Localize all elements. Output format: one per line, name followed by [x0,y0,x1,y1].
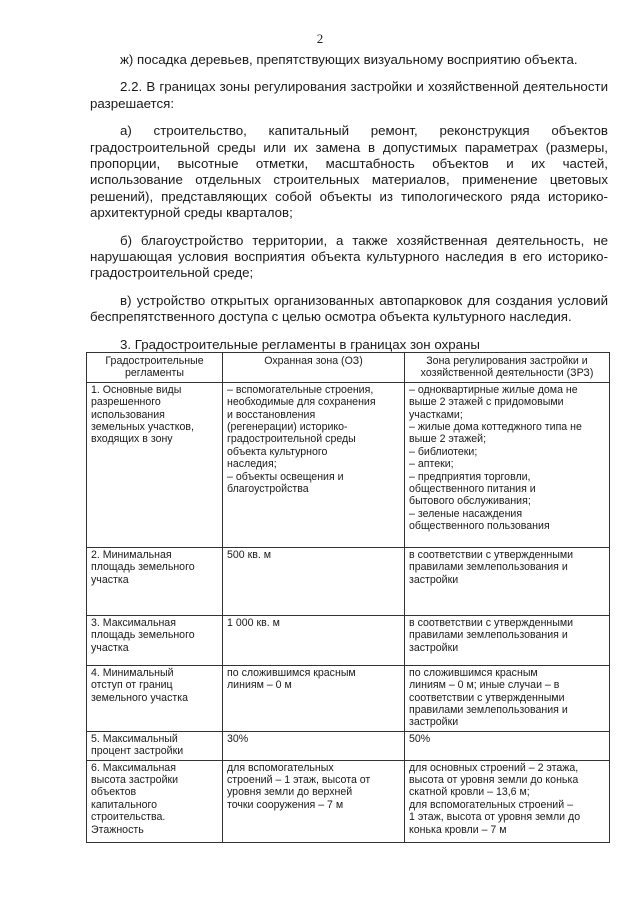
table-cell: для основных строений – 2 этажа, высота от уровня земли до конька скатной кровли – 13,6 м; для вспомогательных строений – 1 этаж, высота от уровня земли до конька кровли – 7 м [405,760,610,842]
paragraph-zh: ж) посадка деревьев, препятствующих визуальному восприятию объекта. [120,52,578,67]
table-cell: 30% [223,731,405,760]
paragraph-b: б) благоустройство территории, а также хозяйственная деятельность, не нарушающая условия восприятия объекта культурного наследия в его историко-градостроительной среде; [90,232,608,281]
table-cell: 6. Максимальная высота застройки объектов капитального строительства. Этажность [87,760,223,842]
table-row [87,615,610,665]
header-regulations: Градостроительные регламенты [87,353,223,383]
header-protection-zone: Охранная зона (ОЗ) [223,353,405,383]
table-cell: 2. Минимальная площадь земельного участка [87,547,223,615]
table-cell: в соответствии с утвержденными правилами землепользования и застройки [405,547,610,615]
table-row [87,760,610,842]
table-cell: 500 кв. м [223,547,405,615]
table-cell: по сложившимся красным линиям – 0 м [223,665,405,731]
table-row [87,665,610,731]
table-row [87,547,610,615]
table-cell: 4. Минимальный отступ от границ земельного участка [87,665,223,731]
table-cell: 1 000 кв. м [223,615,405,665]
table-cell: по сложившимся красным линиям – 0 м; иные случаи – в соответствии с утвержденными правилами землепользования и застройки [405,665,610,731]
regulations-table [86,352,610,843]
page-number: 2 [316,31,324,46]
header-regulation-zone: Зона регулирования застройки и хозяйственной деятельности (ЗРЗ) [405,353,610,383]
table-cell: 5. Максимальный процент застройки [87,731,223,760]
table-cell: 50% [405,731,610,760]
paragraph-2-2: 2.2. В границах зоны регулирования застройки и хозяйственной деятельности разрешается: [90,79,608,111]
table-cell: – одноквартирные жилые дома не выше 2 этажей с придомовыми участками; – жилые дома коттеджного типа не выше 2 этажей; – библиотеки; – аптеки; – предприятия торговли, общественного питания и бытового обслуживания; – зеленые насаждения общественного пользования [405,382,610,547]
table-cell: 1. Основные виды разрешенного использования земельных участков, входящих в зону [87,382,223,547]
table-row [87,731,610,760]
paragraph-a: а) строительство, капитальный ремонт, реконструкция объектов градостроительной среды или их замена в допустимых параметрах (размеры, пропорции, высотные отметки, масштабность объектов и их частей, использование отдельных строительных материалов, применение цветовых решений), представляющих собой объекты из типологического ряда историко-архитектурной среды кварталов; [90,123,608,221]
document-body [90,52,608,359]
table-cell: 3. Максимальная площадь земельного участка [87,615,223,665]
section-heading: 3. Градостроительные регламенты в границах зон охраны [120,336,480,352]
table-row [87,382,610,547]
table-header-row [87,353,610,383]
table-cell: для вспомогательных строений – 1 этаж, высота от уровня земли до верхней точки сооружения – 7 м [223,760,405,842]
table-cell: в соответствии с утвержденными правилами землепользования и застройки [405,615,610,665]
paragraph-v: в) устройство открытых организованных автопарковок для создания условий беспрепятственного доступа с целью осмотра объекта культурного наследия. [90,292,608,325]
table-cell: – вспомогательные строения, необходимые для сохранения и восстановления (регенерации) историко- градостроительной среды объекта культурного наследия; – объекты освещения и благоустройства [223,382,405,547]
